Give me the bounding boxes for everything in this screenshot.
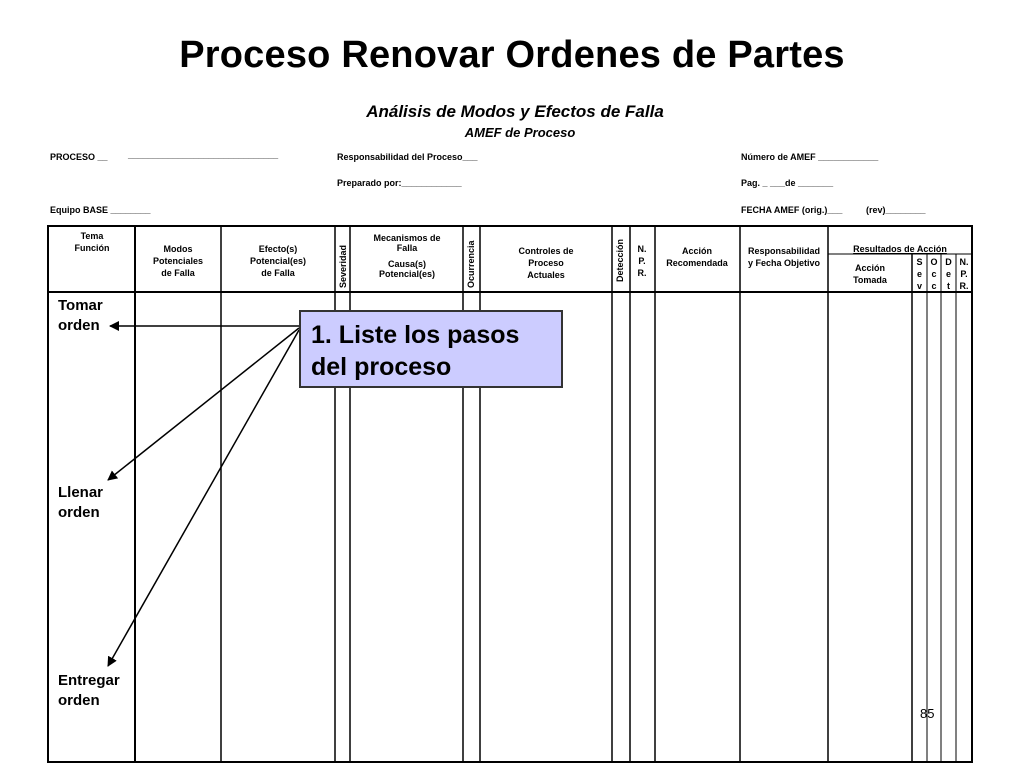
col-severidad: Severidad [338,244,348,288]
step-llenar-orden: Llenar orden [58,484,104,521]
col-mecanismos: Mecanismos de Falla [373,233,441,253]
form-subtitle-amef: AMEF de Proceso [464,125,576,140]
col-sev: S e v [916,257,923,291]
col-npr-resultados: N. P. R. [959,257,969,291]
col-accion-recomendada: Acción Recomendada [666,246,728,268]
numero-amef-field: Número de AMEF ____________ [741,152,879,162]
preparado-field: Preparado por:____________ [337,178,462,188]
proceso-line: ______________________________ [128,150,279,160]
col-modos: Modos Potenciales de Falla [152,244,204,278]
col-ocurrencia: Ocurrencia [466,240,476,288]
col-responsabilidad: Responsabilidad y Fecha Objetivo [747,246,821,268]
arrow-to-llenar [108,328,299,480]
rev-field: (rev)________ [866,205,926,215]
col-npr: N. P. R. [637,244,647,278]
col-occ: O c c [930,257,938,291]
col-efectos: Efecto(s) Potencial(es) de Falla [249,244,307,278]
pag-field: Pag. _ ___de _______ [741,178,834,188]
col-tema-funcion: Tema Función [74,231,110,253]
col-accion-tomada: Acción Tomada [853,263,887,285]
step-entregar-orden: Entregar orden [58,672,120,709]
col-resultados: Resultados de Acción [853,244,947,254]
proceso-field: PROCESO __ [50,152,108,162]
fecha-amef-field: FECHA AMEF (orig.)___ [741,205,843,215]
page-title: Proceso Renovar Ordenes de Partes [179,34,845,76]
form-subtitle: Análisis de Modos y Efectos de Falla [366,102,664,121]
col-deteccion: Detección [615,238,625,282]
step-tomar-orden: Tomar orden [58,297,103,334]
col-controles: Controles de Proceso Actuales [518,246,574,280]
arrow-to-entregar [108,330,299,666]
col-causas: Causa(s) Potencial(es) [378,259,436,279]
responsabilidad-field: Responsabilidad del Proceso___ [337,152,478,162]
page-number: 85 [920,706,935,721]
callout-box: 1. Liste los pasos del proceso [299,310,563,388]
equipo-field: Equipo BASE ________ [50,205,151,215]
col-det: D e t [945,257,952,291]
